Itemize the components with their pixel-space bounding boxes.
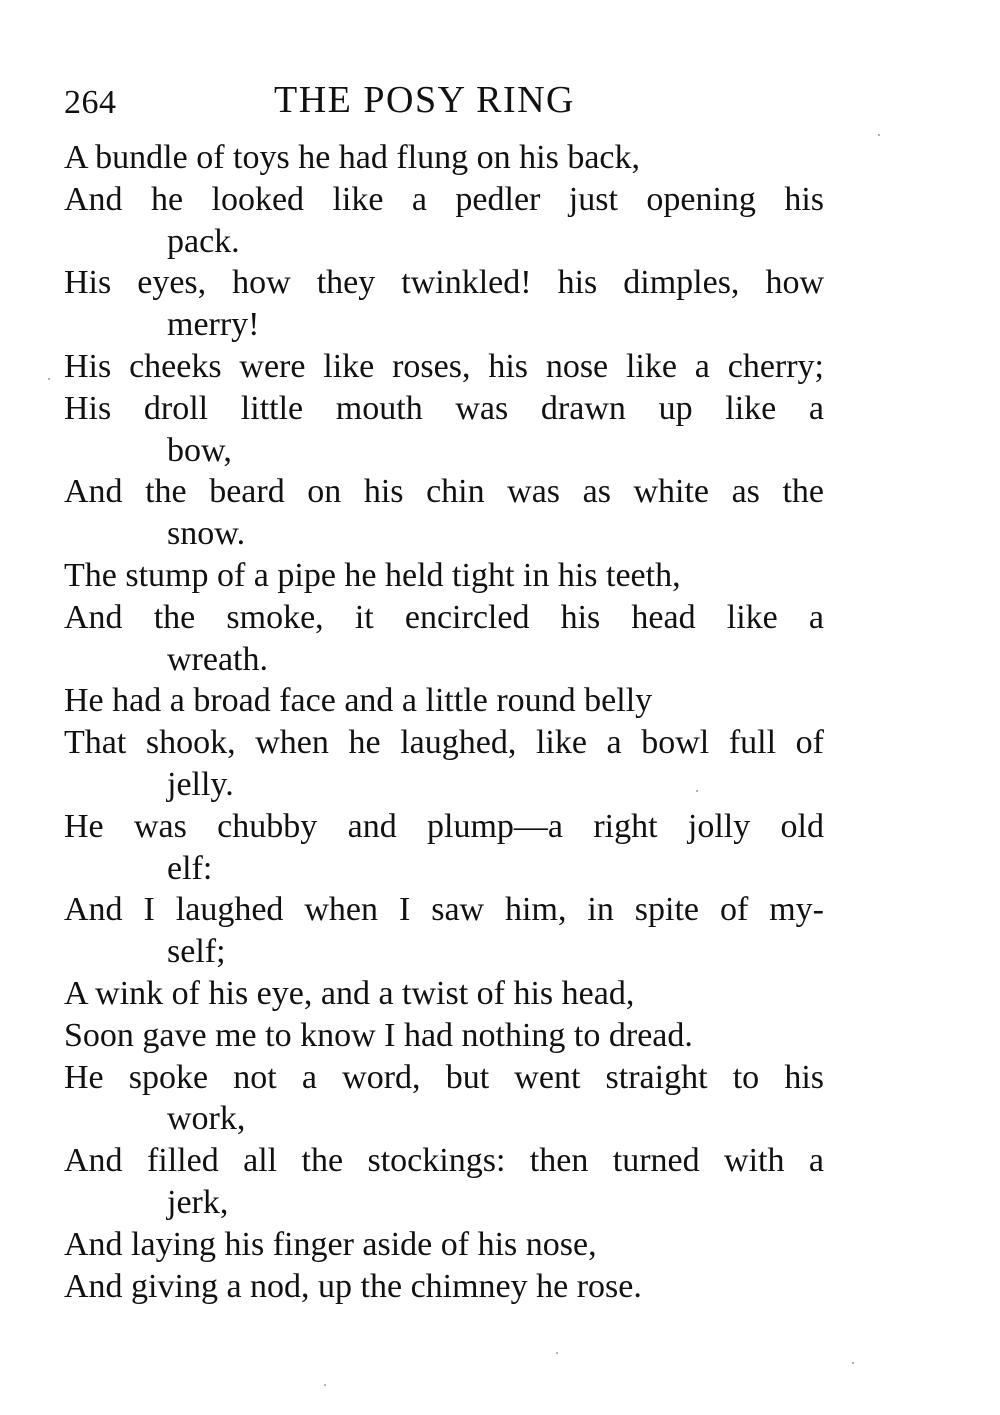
- poem-line-continuation: self;: [167, 933, 226, 971]
- poem-line: He had a broad face and a little round belly: [64, 682, 653, 720]
- paper-speck: [556, 1352, 558, 1354]
- poem-line: And laying his finger aside of his nose,: [64, 1225, 597, 1263]
- poem-text: [64, 137, 824, 1307]
- poem-line: His cheeks were like roses, his nose like a cherry;: [64, 347, 824, 385]
- poem-line-continuation: merry!: [167, 306, 260, 344]
- poem-line-continuation: jerk,: [167, 1183, 229, 1221]
- paper-speck: [852, 1362, 854, 1364]
- poem-line: He spoke not a word, but went straight to his: [64, 1058, 824, 1096]
- poem-line-continuation: elf:: [167, 849, 213, 887]
- paper-speck: [48, 378, 50, 380]
- poem-line: His droll little mouth was drawn up like a: [64, 389, 824, 427]
- poem-line-continuation: work,: [167, 1100, 246, 1138]
- paper-speck: [878, 134, 880, 136]
- paper-speck: [696, 790, 698, 792]
- page-number: 264: [64, 84, 117, 121]
- poem-line: And he looked like a pedler just opening his: [64, 180, 824, 218]
- poem-line-continuation: snow.: [167, 515, 246, 553]
- poem-line: His eyes, how they twinkled! his dimples, how: [64, 264, 824, 302]
- poem-line: And filled all the stockings: then turned with a: [64, 1142, 824, 1180]
- page-header: [64, 78, 824, 128]
- paper-speck: [324, 1384, 326, 1386]
- running-title: THE POSY RING: [274, 79, 575, 121]
- poem-line: And I laughed when I saw him, in spite of my-: [64, 891, 824, 929]
- poem-line: And giving a nod, up the chimney he rose.: [64, 1267, 642, 1305]
- poem-line-continuation: jelly.: [167, 765, 234, 803]
- poem-line: A bundle of toys he had flung on his back,: [64, 139, 641, 176]
- poem-line: A wink of his eye, and a twist of his head,: [64, 974, 635, 1012]
- poem-line: And the smoke, it encircled his head like a: [64, 598, 824, 636]
- poem-line: He was chubby and plump—a right jolly old: [64, 807, 824, 845]
- poem-line: And the beard on his chin was as white as the: [64, 473, 824, 511]
- poem-line-continuation: wreath.: [167, 640, 269, 678]
- poem-line-continuation: pack.: [167, 222, 240, 260]
- poem-line: The stump of a pipe he held tight in his teeth,: [64, 556, 681, 594]
- poem-line: That shook, when he laughed, like a bowl full of: [64, 724, 824, 762]
- poem-line-continuation: bow,: [167, 431, 232, 469]
- poem-line: Soon gave me to know I had nothing to dread.: [64, 1016, 693, 1054]
